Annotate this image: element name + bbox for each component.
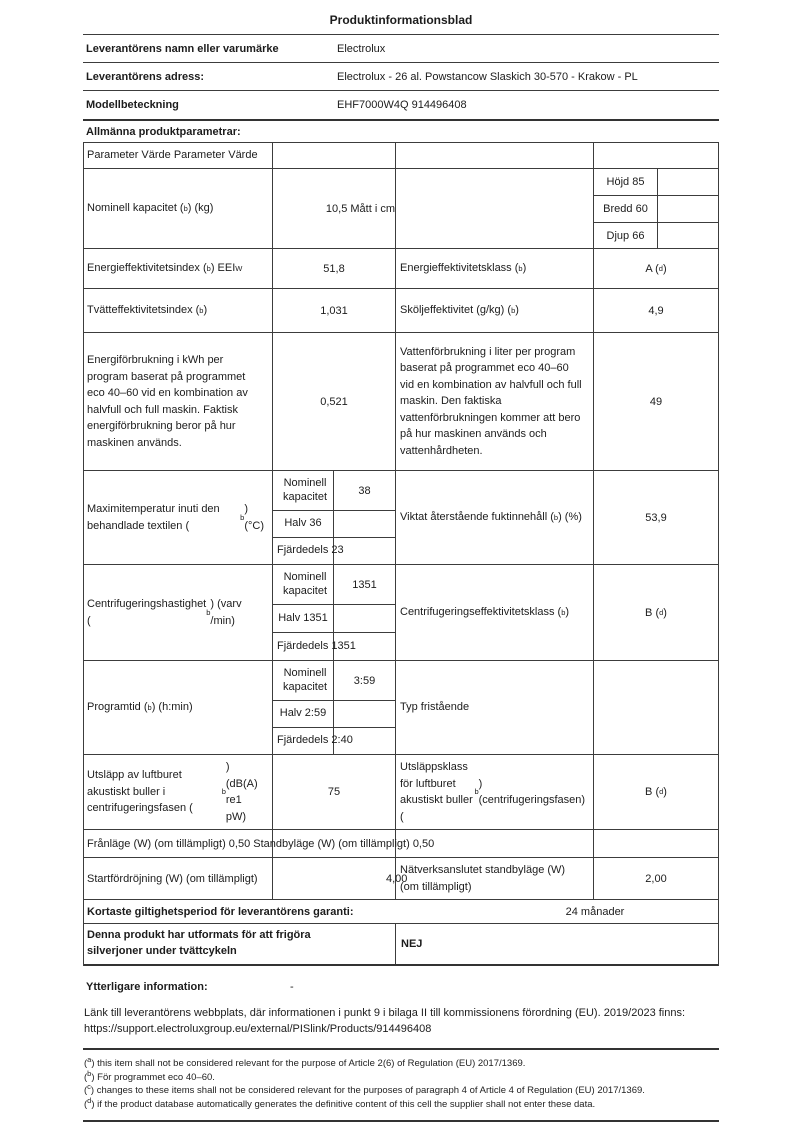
noise-class-label: Utsläppsklass för luftburet akustiskt buller ( b ) (centrifugeringsfasen) <box>396 755 594 829</box>
section-header: Allmänna produktparametrar: <box>83 119 719 143</box>
cell-empty <box>396 143 594 168</box>
subrow-value <box>334 511 395 537</box>
wash-index-label: Tvätteffektivitetsindex ( b ) <box>84 289 273 332</box>
delay-start-text: Startfördröjning (W) (om tillämpligt) <box>87 872 258 885</box>
water-consumption-value: 49 <box>649 395 663 408</box>
noise-value: 75 <box>273 755 396 829</box>
row-max-temperature <box>84 471 718 565</box>
row-program-duration <box>84 661 718 755</box>
subrow-label: Fjärdedels 1351 <box>273 633 334 660</box>
cell-empty <box>658 223 718 248</box>
subrow-label: Nominell kapacitet <box>273 565 334 604</box>
noise-label: Utsläpp av luftburet akustiskt buller i centrifugeringsfasen ( b ) (dB(A) re1 pW) <box>84 755 273 829</box>
row-energy-consumption <box>84 333 718 471</box>
supplier-address-row <box>83 63 719 91</box>
silver-ions-label: Denna produkt har utformats för att frigöra silverjoner under tvättcykeln <box>84 924 396 964</box>
program-duration-stack <box>273 661 396 754</box>
subrow-label: Halv 1351 <box>273 605 334 632</box>
nominal-capacity-label: Nominell kapacitet ( b ) (kg) <box>84 169 273 248</box>
subrow-value: 3:59 <box>353 674 376 687</box>
subrow-half <box>273 701 395 728</box>
model-label: Modellbeteckning <box>86 99 179 111</box>
supplier-name-row <box>83 35 719 63</box>
warranty-label: Kortaste giltighetsperiod för leverantörens garanti: <box>87 905 354 918</box>
row-nominal-capacity <box>84 169 718 249</box>
wash-index-value: 1,031 <box>273 289 396 332</box>
additional-info-label: Ytterligare information: <box>86 980 208 993</box>
cell-empty <box>273 858 396 899</box>
subrow-value <box>334 728 395 754</box>
dimension-height: Höjd 85 <box>594 169 658 195</box>
eei-value: 51,8 <box>273 249 396 288</box>
dimension-row <box>594 196 718 223</box>
supplier-address-label: Leverantörens adress: <box>86 70 204 83</box>
model-value: EHF7000W4Q 914496408 <box>337 99 467 111</box>
energy-class-label: Energieffektivitetsklass ( b ) <box>396 249 594 288</box>
moisture-label: Viktat återstående fuktinnehåll ( b ) (%) <box>396 471 594 564</box>
network-standby-label: Nätverksanslutet standbyläge (W) (om tillämpligt) <box>396 858 594 899</box>
supplier-link-intro: Länk till leverantörens webbplats, där informationen i punkt 9 i bilaga II till kommissionens förordning (EU). 2019/2023 finns: <box>84 1006 686 1019</box>
subrow-value <box>334 605 395 632</box>
eei-label: Energieffektivitetsindex ( b ) EEI W <box>84 249 273 288</box>
cell-empty <box>273 143 396 168</box>
rinse-value: 4,9 <box>648 304 664 317</box>
page-title: Produktinformationsblad <box>83 10 719 35</box>
supplier-address-value: Electrolux - 26 al. Powstancow Slaskich 30-570 - Krakow - PL <box>337 70 638 83</box>
water-consumption-label: Vattenförbrukning i liter per program baserat på programmet eco 40–60 vid en kombination av halvfull och full maskin. Den faktiska vattenförbrukningen kommer att bero på hur maskinen används och vattenhårdheten. <box>396 333 594 470</box>
rinse-label: Sköljeffektivitet (g/kg) ( b ) <box>396 289 594 332</box>
silver-ions-value: NEJ <box>401 937 423 950</box>
row-delay-start <box>84 858 718 900</box>
subrow-value: 1351 <box>352 578 377 591</box>
dimension-row <box>594 223 718 248</box>
max-temperature-stack <box>273 471 396 564</box>
dimension-depth: Djup 66 <box>594 223 658 248</box>
moisture-value: 53,9 <box>645 511 667 524</box>
additional-info-value: - <box>290 980 294 993</box>
supplier-name-value: Electrolux <box>337 42 386 55</box>
cell-empty <box>396 169 594 248</box>
supplier-link-url[interactable]: https://support.electroluxgroup.eu/external/PISlink/Products/914496408 <box>84 1022 432 1035</box>
row-energy-efficiency <box>84 249 718 289</box>
subrow-value <box>334 701 395 727</box>
footnote-d: ($^d$) if the product database automatically generates the definitive content of this cell the supplier shall not enter these data. <box>84 1096 596 1111</box>
subrow-label: Halv 2:59 <box>273 701 334 727</box>
subrow-label: Nominell kapacitet <box>273 661 334 700</box>
footnote-c: ($^c$) changes to these items shall not be considered relevant for the purposes of paragraph 4 of Article 4 of Regulation (EU) 2017/1369. <box>84 1082 645 1097</box>
cell-empty <box>594 143 718 168</box>
param-header-cell: Parameter Värde Parameter Värde <box>84 143 273 168</box>
warranty-value: 24 månader <box>565 905 625 918</box>
spin-speed-label: Centrifugeringshastighet ( b ) (varv /min) <box>84 565 273 660</box>
spin-speed-stack <box>273 565 396 660</box>
cell-empty <box>658 169 718 195</box>
subrow-half <box>273 605 395 633</box>
dimension-width: Bredd 60 <box>594 196 658 222</box>
model-row <box>83 91 719 119</box>
spin-class-label: Centrifugeringseffektivitetsklass ( b ) <box>396 565 594 660</box>
dimensions-stack <box>594 169 718 248</box>
subrow-quarter <box>273 633 395 660</box>
divider <box>83 1120 719 1122</box>
subrow-nominal <box>273 661 395 701</box>
row-off-standby-mode <box>84 830 718 858</box>
supplier-link-block <box>83 1006 719 1038</box>
off-standby-text: Frånläge (W) (om tillämpligt) 0,50 Standbyläge (W) (om tillämpligt) 0,50 <box>87 837 435 850</box>
subrow-quarter <box>273 538 395 564</box>
subrow-label: Fjärdedels 2:40 <box>273 728 334 754</box>
subrow-nominal <box>273 565 395 605</box>
network-standby-value: 2,00 <box>645 872 667 885</box>
subrow-value <box>334 633 395 660</box>
footnote-a: ($^a$) this item shall not be considered relevant for the purpose of Article 2(6) of Regulation (EU) 2017/1369. <box>84 1054 526 1069</box>
type-label: Typ fristående <box>396 661 594 754</box>
parameters-table <box>83 143 719 966</box>
supplier-name-label: Leverantörens namn eller varumärke <box>86 42 279 55</box>
program-duration-label: Programtid ( b ) (h:min) <box>84 661 273 754</box>
cell-empty <box>658 196 718 222</box>
max-temperature-label: Maximitemperatur inuti den behandlade textilen ( b ) (°C) <box>84 471 273 564</box>
cell-empty <box>594 830 718 857</box>
subrow-half <box>273 511 395 538</box>
subrow-label: Halv 36 <box>273 511 334 537</box>
noise-class-value: B ( d ) <box>645 786 667 798</box>
subrow-label: Fjärdedels 23 <box>273 538 334 564</box>
energy-consumption-label: Energiförbrukning i kWh per program baserat på programmet eco 40–60 vid en kombination av halvfull och full maskin. Faktisk energiförbrukning beror på hur maskinen används. <box>84 333 273 470</box>
subrow-quarter <box>273 728 395 754</box>
footnote-b: ($^b$) För programmet eco 40–60. <box>84 1068 215 1083</box>
row-silver-ions <box>84 924 718 966</box>
subrow-label: Nominell kapacitet <box>273 471 334 510</box>
energy-class-value: A ( d ) <box>645 262 667 275</box>
document-body <box>83 10 719 1122</box>
additional-info-row <box>83 975 719 999</box>
row-acoustic-noise <box>84 755 718 830</box>
nominal-capacity-value: 10,5 Mått i cm <box>273 169 396 248</box>
subrow-value: 38 <box>358 484 371 497</box>
row-warranty <box>84 900 718 924</box>
cell-empty <box>594 661 718 754</box>
row-spin-speed <box>84 565 718 661</box>
dimension-row <box>594 169 718 196</box>
subrow-nominal <box>273 471 395 511</box>
param-header-row <box>84 143 718 169</box>
spin-class-value: B ( d ) <box>645 606 667 619</box>
subrow-value <box>334 538 395 564</box>
row-wash-efficiency <box>84 289 718 333</box>
footnotes <box>83 1050 719 1120</box>
delay-start-value: 4,00 <box>386 872 408 885</box>
energy-consumption-value: 0,521 <box>273 333 396 470</box>
